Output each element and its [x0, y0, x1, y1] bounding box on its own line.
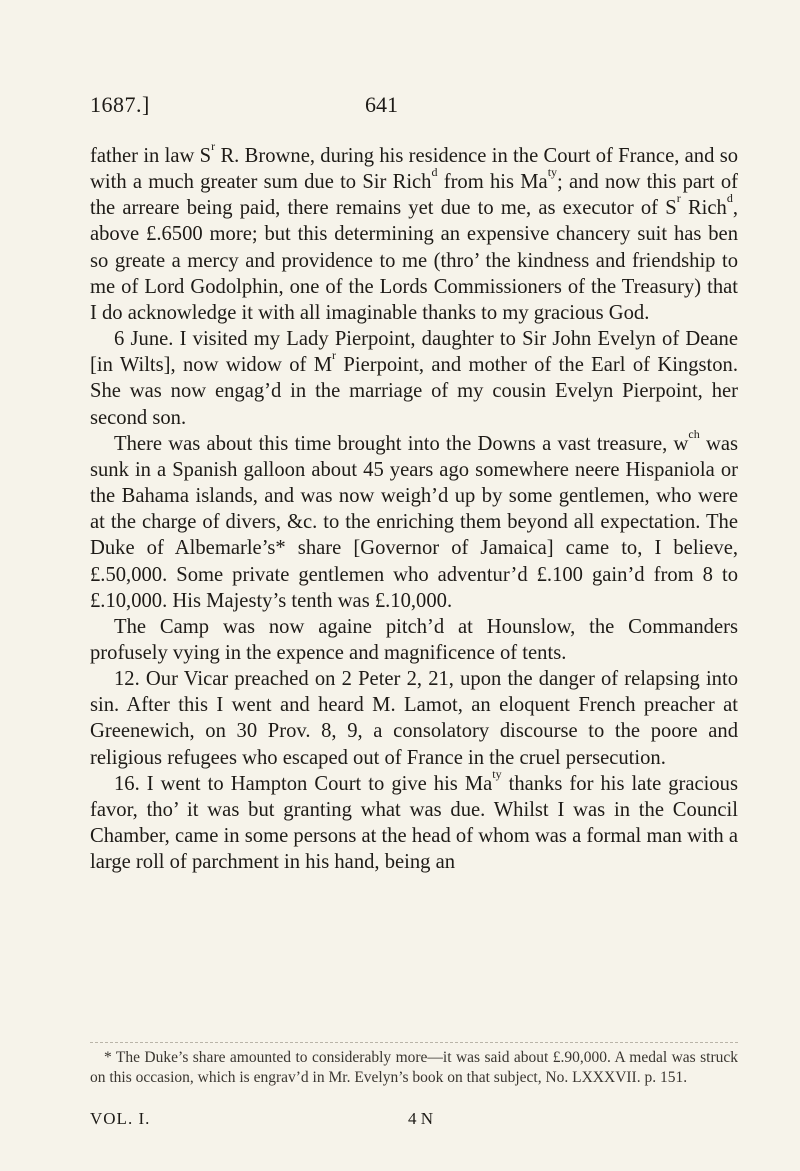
text-run: The Camp was now againe pitch’d at Hounslow, the Commanders profusely vying in the expence and magnificence of tents. — [90, 615, 738, 664]
footnote-divider — [90, 1042, 738, 1043]
superscript: d — [726, 191, 733, 206]
footnote — [90, 1048, 738, 1088]
paragraph — [90, 766, 738, 876]
superscript: ch — [688, 426, 700, 441]
paragraph — [90, 614, 738, 666]
text-run: There was about this time brought into the Downs a vast treasure, w — [114, 432, 689, 455]
superscript: r — [211, 139, 216, 153]
text-run: R. Browne, during his residence in the Court of France, and so with a much greater sum due to Sir Rich — [90, 145, 739, 194]
running-head-year: 1687.] — [90, 92, 150, 117]
text-run: was sunk in a Spanish galloon about 45 years ago somewhere neere Hispaniola or the Bahama islands, and was now weigh’d up by some gentlemen, who were at the charge of divers, &c. to the enriching them beyond all expectation. The Duke of Albemarle’s* share [Governor of Jamaica] came to, I believe, £.50,000. Some private gentlemen who adventur’d £.100 gain’d from 8 to £.10,000. His Majesty’s tenth was £.10,000. — [90, 432, 738, 612]
text-run: Pierpoint, and mother of the Earl of Kingston. She was now engag’d in the marriage of my cousin Evelyn Pierpoint, her second son. — [90, 354, 738, 429]
text-run: thanks for his late gracious favor, tho’ it was but granting what was due. Whilst I was in the Council Chamber, came in some persons at the head of whom was a formal man with a large roll of parchment in his hand, being an — [90, 772, 738, 874]
text-run: father in law S — [90, 145, 212, 167]
text-run: 12. Our Vicar preached on 2 Peter 2, 21, upon the danger of relapsing into sin. After this I went and heard M. Lamot, an eloquent French preacher at Greenewich, on 30 Prov. 8, 9, a consolatory discourse to the poore and religious refugees who escaped out of France in the cruel persecution. — [90, 668, 738, 769]
text-run: Rich — [680, 197, 727, 220]
main-text — [90, 139, 739, 875]
text-run: , above £.6500 more; but this determining an expensive chancery suit has ben so greate a mercy and providence to me (thro’ the kindness and friendship to me of Lord Godolphin, one of the Lords Commissioners of the Treasury) that I do acknowledge it with all imaginable thanks to my gracious God. — [90, 197, 738, 324]
paragraph — [90, 426, 738, 614]
paragraph — [90, 139, 739, 326]
superscript: r — [676, 191, 681, 206]
superscript: d — [431, 165, 438, 180]
signature-mark: 4 N — [408, 1109, 434, 1128]
text-run: 6 June. I visited my Lady Pierpoint, daughter to Sir John Evelyn of Deane [in Wilts], now widow of M — [90, 328, 738, 377]
page-number: 641 — [365, 92, 398, 117]
text-run: ; and now this part of the arreare being paid, there remains yet due to me, as executor of S — [90, 171, 739, 220]
superscript: ty — [547, 165, 558, 180]
volume-label: VOL. I. — [90, 1109, 151, 1128]
superscript: r — [332, 348, 337, 363]
text-run: from his Ma — [437, 171, 548, 194]
paragraph — [90, 326, 738, 431]
paragraph — [90, 666, 738, 771]
text-run: 16. I went to Hampton Court to give his Ma — [114, 772, 493, 795]
footnote-text: * The Duke’s share amounted to considerably more—it was said about £.90,000. A medal was struck on this occasion, which is engrav’d in Mr. Evelyn’s book on that subject, No. LXXXVII. p. 151. — [90, 1049, 738, 1086]
superscript: ty — [492, 766, 502, 781]
